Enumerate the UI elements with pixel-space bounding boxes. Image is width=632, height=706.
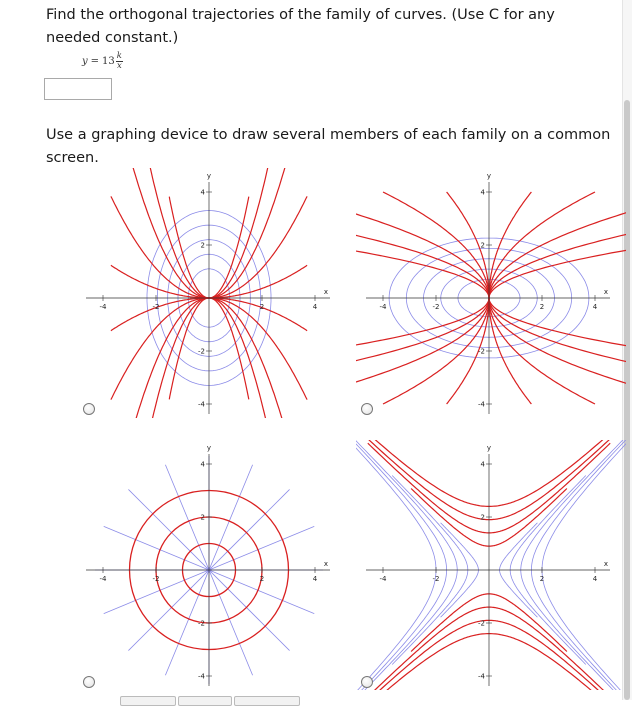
graph-c-xtick-label: -2 xyxy=(152,575,160,583)
graph-d-ytick-label: -4 xyxy=(478,672,485,681)
graph-c-xtick-label: -4 xyxy=(99,575,107,583)
radio-option-a[interactable] xyxy=(83,403,95,415)
graph-option-d-svg xyxy=(356,440,626,690)
radio-option-c[interactable] xyxy=(83,676,95,688)
graph-a-ytick-label: 2 xyxy=(200,241,205,250)
action-button-3[interactable] xyxy=(234,696,300,706)
graph-a-ylabel: y xyxy=(206,172,212,180)
radio-option-b[interactable] xyxy=(361,403,373,415)
graph-d-ytick-label: -2 xyxy=(478,619,485,628)
graph-d-ytick-label: 2 xyxy=(480,513,485,522)
graph-d-ylabel: y xyxy=(486,444,492,452)
graph-b-ytick-label: -2 xyxy=(478,347,485,356)
formula-coefficient: 13 xyxy=(102,56,115,67)
formula-denominator: x xyxy=(116,61,122,71)
graph-a-xtick-label: 2 xyxy=(259,303,265,311)
graph-b-ytick-label: 4 xyxy=(480,188,485,197)
graph-c-xtick-label: 4 xyxy=(312,575,318,583)
graph-d-xtick-label: -4 xyxy=(379,575,387,583)
graph-c-ytick-label: 4 xyxy=(200,460,205,469)
graph-c-ylabel: y xyxy=(206,444,212,452)
graph-option-d xyxy=(356,440,626,690)
radio-option-d[interactable] xyxy=(361,676,373,688)
graph-b-ytick-label: -4 xyxy=(478,400,485,409)
graph-b-xtick-label: -2 xyxy=(432,303,440,311)
graph-d-xtick-label: 2 xyxy=(539,575,545,583)
graph-c-ytick-label: 2 xyxy=(200,513,205,522)
formula-lhs: y xyxy=(82,56,88,67)
graph-d-trajectory-hyperbola xyxy=(356,634,626,690)
graph-b-ylabel: y xyxy=(486,172,492,180)
graph-option-c xyxy=(76,440,346,690)
graph-c-ytick-label: -2 xyxy=(198,619,205,628)
graph-d-family-hyperbola xyxy=(356,440,447,690)
graph-b-xtick-label: 4 xyxy=(592,303,598,311)
graph-a-xtick-label: 4 xyxy=(312,303,318,311)
instruction-text: Use a graphing device to draw several members of each family on a common screen. xyxy=(46,127,611,166)
graph-c-ytick-label: -4 xyxy=(198,672,205,681)
graph-a-ytick-label: 4 xyxy=(200,188,205,197)
formula-equals: = xyxy=(90,56,100,67)
graph-option-a-svg xyxy=(76,168,346,418)
action-button-1[interactable] xyxy=(120,696,176,706)
graph-d-family-hyperbola xyxy=(356,440,457,690)
graph-d-xlabel: x xyxy=(603,560,609,568)
question-text: Find the orthogonal trajectories of the family of curves. (Use C for any needed constant.) xyxy=(46,7,555,46)
answer-input[interactable] xyxy=(44,78,112,100)
graph-a-xtick-label: -2 xyxy=(152,303,160,311)
graph-a-ytick-label: -4 xyxy=(198,400,205,409)
graph-b-ytick-label: 2 xyxy=(480,241,485,250)
graph-a-xtick-label: -4 xyxy=(99,303,107,311)
action-button-2[interactable] xyxy=(178,696,232,706)
graph-a-ytick-label: -2 xyxy=(198,347,205,356)
graph-option-a xyxy=(76,168,346,418)
graph-a-xlabel: x xyxy=(323,288,329,296)
given-equation xyxy=(82,52,123,71)
graph-d-xtick-label: -2 xyxy=(432,575,440,583)
formula-fraction xyxy=(116,52,123,71)
graph-c-xtick-label: 2 xyxy=(259,575,265,583)
graph-c-xlabel: x xyxy=(323,560,329,568)
graph-d-xtick-label: 4 xyxy=(592,575,598,583)
graph-d-family-hyperbola xyxy=(531,440,626,690)
graph-d-ytick-label: 4 xyxy=(480,460,485,469)
graph-b-xtick-label: 2 xyxy=(539,303,545,311)
graph-b-xlabel: x xyxy=(603,288,609,296)
graph-option-b-svg xyxy=(356,168,626,418)
graph-d-trajectory-hyperbola xyxy=(356,620,626,690)
formula-numerator: k xyxy=(116,51,122,61)
graph-option-c-svg xyxy=(76,440,346,690)
graph-b-xtick-label: -4 xyxy=(379,303,387,311)
graph-option-b xyxy=(356,168,626,418)
